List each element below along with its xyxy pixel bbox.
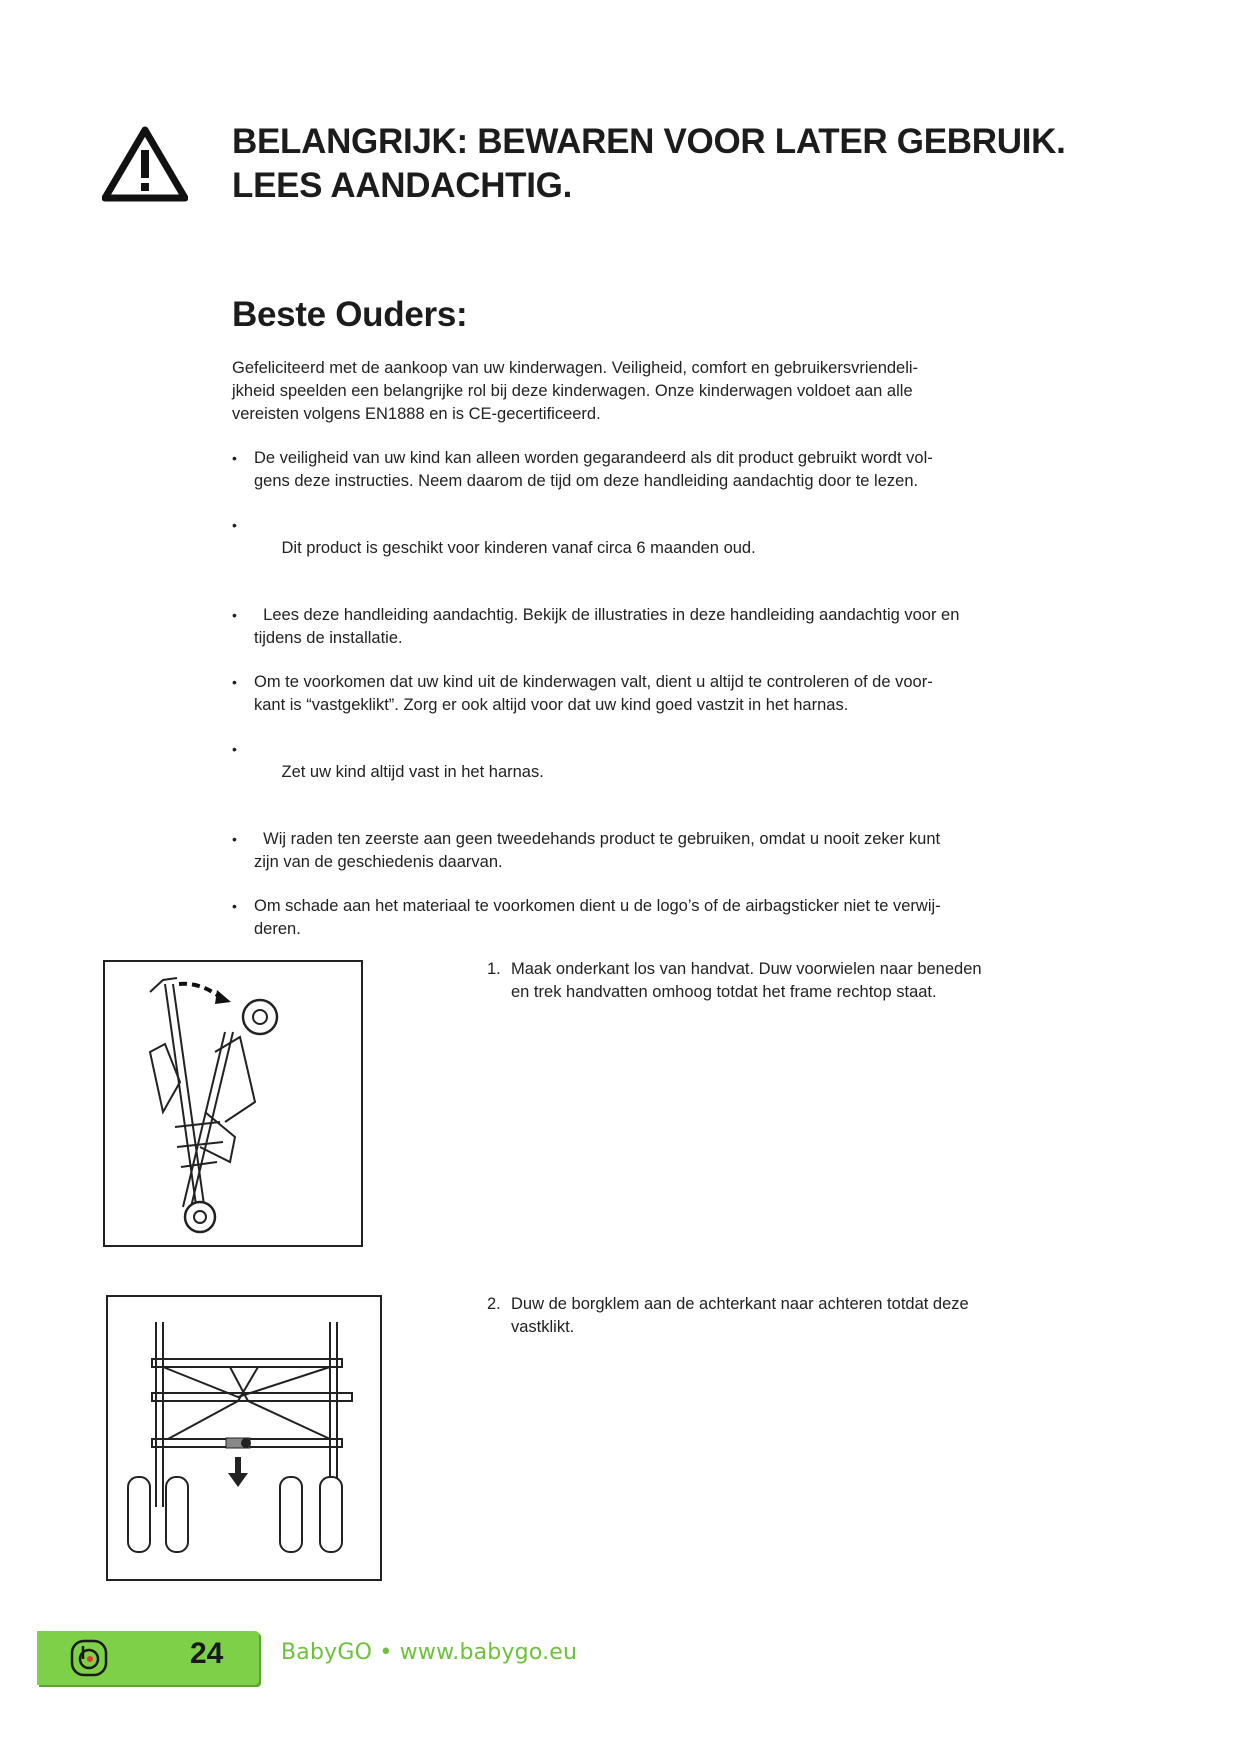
bullet-item bbox=[232, 671, 1002, 717]
bullet-item bbox=[232, 738, 1002, 807]
intro-line: jkheid speelden een belangrijke rol bij deze kinderwagen. Onze kinderwagen voldoet aan alle bbox=[232, 382, 913, 400]
footer-brand: BabyGO • www.babygo.eu bbox=[281, 1640, 578, 1665]
step-text: en trek handvatten omhoog totdat het frame rechtop staat. bbox=[511, 983, 937, 1001]
step-text: Duw de borgklem aan de achterkant naar achteren totdat deze bbox=[511, 1295, 969, 1313]
bullet-line: kant is “vastgeklikt”. Zorg er ook altijd voor dat uw kind goed vastzit in het harnas. bbox=[254, 696, 849, 714]
bullet-line: Lees deze handleiding aandachtig. Bekijk de illustraties in deze handleiding aandachtig voor en bbox=[254, 606, 960, 624]
bullet-item bbox=[232, 895, 1002, 941]
bullet-line: gens deze instructies. Neem daarom de tijd om deze handleiding aandachtig door te lezen. bbox=[254, 472, 919, 490]
babygo-logo-icon bbox=[69, 1638, 109, 1678]
bullet-line: deren. bbox=[254, 920, 301, 938]
figure-folded-stroller bbox=[103, 960, 363, 1247]
warning-triangle-icon bbox=[102, 126, 188, 202]
warning-title bbox=[232, 120, 1066, 208]
stroller-rear-lock-illustration bbox=[108, 1297, 380, 1579]
bullet-line: De veiligheid van uw kind kan alleen worden gegarandeerd als dit product gebruikt wordt vol- bbox=[254, 449, 933, 467]
step-2 bbox=[487, 1293, 1027, 1339]
intro-paragraph bbox=[232, 357, 972, 426]
bullet-line: Zet uw kind altijd vast in het harnas. bbox=[272, 763, 544, 781]
folded-stroller-illustration bbox=[105, 962, 361, 1245]
warning-title-line-1: BELANGRIJK: BEWAREN VOOR LATER GEBRUIK. bbox=[232, 122, 1066, 161]
figure-rear-lock bbox=[106, 1295, 382, 1581]
bullet-line: Om te voorkomen dat uw kind uit de kinderwagen valt, dient u altijd te controleren of de voor- bbox=[254, 673, 933, 691]
step-1 bbox=[487, 958, 1027, 1004]
intro-line: Gefeliciteerd met de aankoop van uw kinderwagen. Veiligheid, comfort en gebruikersvriendeli- bbox=[232, 359, 919, 377]
bullet-item bbox=[232, 514, 1002, 583]
bullet-item bbox=[232, 828, 1002, 874]
bullet-line: Om schade aan het materiaal te voorkomen dient u de logo’s of de airbagsticker niet te verwij- bbox=[254, 897, 941, 915]
bullet-line: zijn van de geschiedenis daarvan. bbox=[254, 853, 503, 871]
bullet-item bbox=[232, 447, 1002, 493]
bullet-line: Wij raden ten zeerste aan geen tweedehands product te gebruiken, omdat u nooit zeker kunt bbox=[254, 830, 941, 848]
page-number: 24 bbox=[190, 1637, 224, 1670]
step-number: 1. bbox=[487, 960, 501, 978]
step-number: 2. bbox=[487, 1295, 501, 1313]
intro-line: vereisten volgens EN1888 en is CE-gecertificeerd. bbox=[232, 405, 601, 423]
bullet-line: tijdens de installatie. bbox=[254, 629, 403, 647]
step-text: Maak onderkant los van handvat. Duw voorwielen naar beneden bbox=[511, 960, 982, 978]
section-heading: Beste Ouders: bbox=[232, 295, 468, 334]
step-text: vastklikt. bbox=[511, 1318, 575, 1336]
bullet-item bbox=[232, 604, 1002, 650]
warning-title-line-2: LEES AANDACHTIG. bbox=[232, 166, 573, 205]
bullet-line: Dit product is geschikt voor kinderen vanaf circa 6 maanden oud. bbox=[272, 539, 756, 557]
safety-bullet-list bbox=[232, 447, 1002, 941]
